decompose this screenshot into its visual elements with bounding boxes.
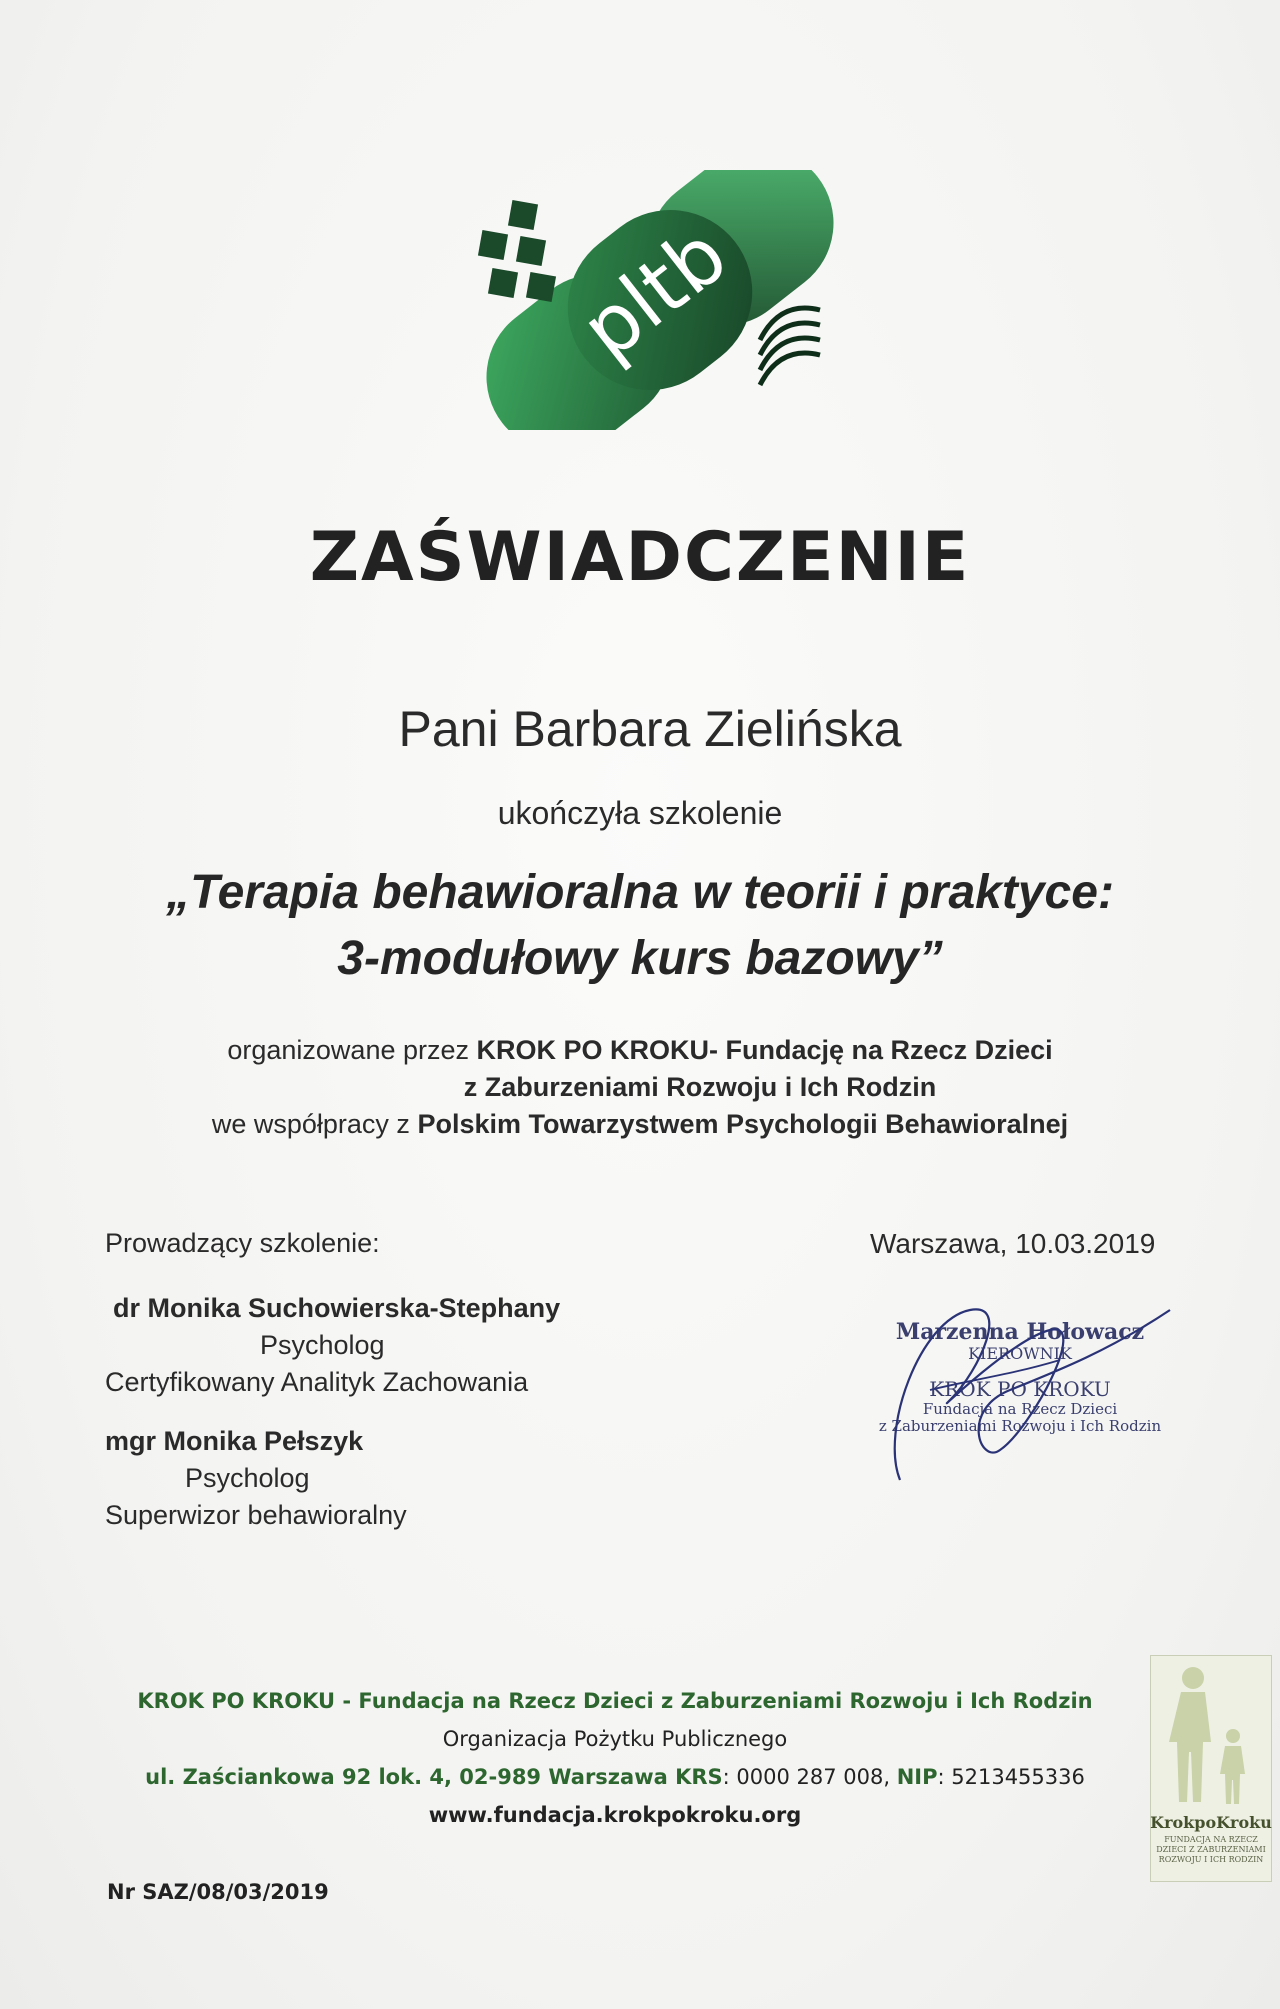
footer-address-line [95, 1758, 1135, 1796]
footer-nip-label: NIP [896, 1765, 938, 1789]
organizer-prefix: organizowane przez [227, 1035, 477, 1065]
footer-nip-value: : 5213455336 [937, 1765, 1085, 1789]
kpk-sub3: ROZWOJU I ICH RODZIN [1158, 1855, 1264, 1864]
kpk-sub1: FUNDACJA NA RZECZ [1164, 1835, 1258, 1844]
krokpokroku-logo-sub [1150, 1835, 1272, 1865]
coop-prefix: we współpracy z [211, 1109, 418, 1139]
document-number: Nr SAZ/08/03/2019 [107, 1880, 329, 1904]
footer-opp: Organizacja Pożytku Publicznego [442, 1727, 788, 1751]
krokpokroku-logo-name: KrokpoKroku [1150, 1813, 1272, 1832]
trainer-role: Superwizor behawioralny [105, 1500, 407, 1530]
footer-website: www.fundacja.krokpokroku.org [428, 1803, 802, 1827]
signature [860, 1280, 1190, 1500]
recipient-name: Pani Barbara Zielińska [398, 701, 902, 757]
trainer-name: mgr Monika Pełszyk [105, 1426, 364, 1456]
course-title-line1: „Terapia behawioralna w teorii i praktyce: [166, 866, 1114, 919]
footer-krs-label: KRS [675, 1765, 723, 1789]
trainer-role: Psycholog [185, 1463, 310, 1493]
footer-address: ul. Zaściankowa 92 lok. 4, 02-989 Warszawa [145, 1765, 676, 1789]
coop-name: Polskim Towarzystwem Psychologii Behawioralnej [417, 1109, 1069, 1139]
stamp-role: KIEROWNIK [968, 1344, 1072, 1364]
family-silhouette-icon [1151, 1656, 1271, 1806]
kpk-sub2: DZIECI Z ZABURZENIAMI [1156, 1845, 1266, 1854]
trainer-role: Psycholog [260, 1330, 385, 1360]
logo-text: pltb [564, 208, 744, 377]
foundation-footer [95, 1682, 1135, 1834]
organizer-line1 [0, 1032, 1280, 1069]
trainers-block [105, 1228, 560, 1531]
stamp-org1: KROK PO KROKU [929, 1376, 1111, 1401]
organizer-coop-line [0, 1106, 1280, 1143]
footer-krs-value: : 0000 287 008, [722, 1765, 897, 1789]
trainer-name: dr Monika Suchowierska-Stephany [113, 1293, 561, 1323]
trainers-header: Prowadzący szkolenie: [105, 1228, 380, 1258]
logo-waves-icon [760, 308, 820, 385]
pltb-logo [460, 170, 860, 430]
organizer-name-line1: KROK PO KROKU- Fundację na Rzecz Dzieci [476, 1035, 1053, 1065]
certificate-title: ZAŚWIADCZENIE [309, 518, 971, 597]
logo-squares-icon [478, 200, 556, 302]
trainer-item [105, 1426, 560, 1531]
stamp-org3: z Zaburzeniami Rozwoju i Ich Rodzin [878, 1416, 1162, 1435]
trainer-item [105, 1293, 560, 1398]
course-title [0, 860, 1280, 992]
stamp-org2: Fundacja na Rzecz Dzieci [922, 1399, 1118, 1418]
footer-foundation-name: KROK PO KROKU - Fundacja na Rzecz Dzieci z Zaburzeniami Rozwoju i Ich Rodzin [137, 1689, 1093, 1713]
stamp-name: Marzenna Hołowacz [895, 1319, 1145, 1345]
place-date: Warszawa, 10.03.2019 [870, 1228, 1156, 1259]
organizer-block [0, 1032, 1280, 1143]
completed-text: ukończyła szkolenie [497, 795, 783, 831]
organizer-name-line2: z Zaburzeniami Rozwoju i Ich Rodzin [463, 1072, 937, 1102]
trainer-role: Certyfikowany Analityk Zachowania [105, 1367, 529, 1397]
course-title-line2: 3-modułowy kurs bazowy” [337, 932, 943, 985]
